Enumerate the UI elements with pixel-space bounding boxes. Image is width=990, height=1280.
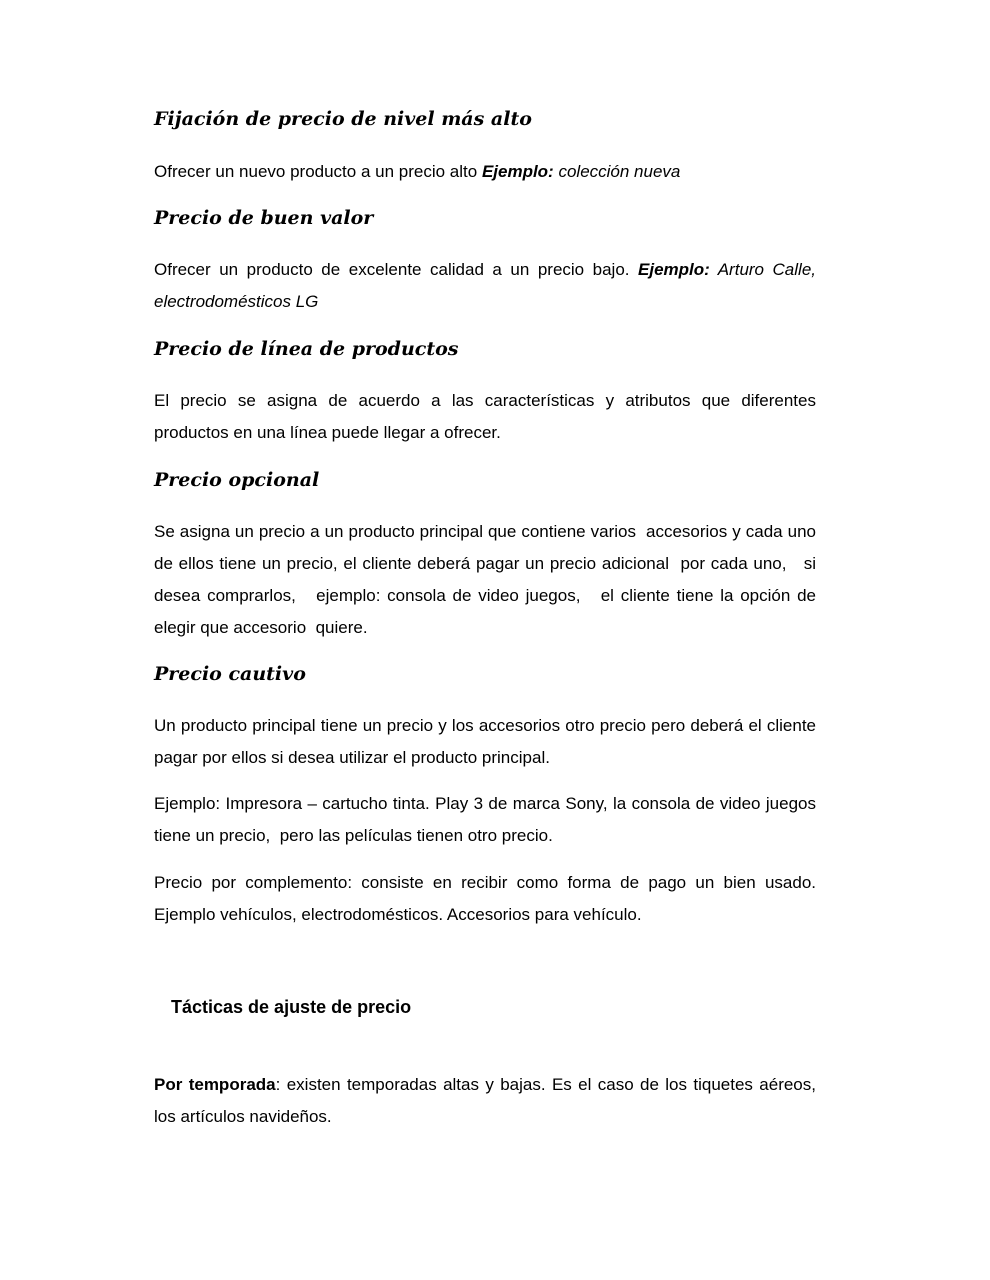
term-label: Por temporada: [154, 1075, 276, 1094]
example-text: colección nueva: [553, 162, 681, 181]
paragraph-ejemplo-impresora: Ejemplo: Impresora – cartucho tinta. Play 3 de marca Sony, la consola de video juegos tiene un precio, pero las películas tienen otro precio.: [154, 794, 821, 845]
example-label: Ejemplo:: [481, 162, 554, 181]
heading-tacticas-ajuste: Tácticas de ajuste de precio: [171, 997, 412, 1017]
paragraph-text: : existen temporadas altas y bajas. Es el caso de los tiquetes aéreos, los artículos navideños.: [154, 1075, 816, 1126]
paragraph-linea-productos: El precio se asigna de acuerdo a las características y atributos que diferentes productos en una línea puede llegar a ofrecer.: [154, 391, 816, 442]
paragraph-buen-valor: [154, 254, 816, 318]
paragraph-text: Ofrecer un nuevo producto a un precio alto: [154, 162, 482, 181]
paragraph-precio-opcional: Se asigna un precio a un producto principal que contiene varios accesorios y cada uno de ellos tiene un precio, el cliente deberá pagar un precio adicional por cada uno, si desea comprarlos, ejemplo: consola de video juegos, el cliente tiene la opción de elegir que accesorio quiere.: [154, 522, 821, 637]
example-label: Ejemplo:: [638, 260, 710, 279]
heading-fijacion-precio: Fijación de precio de nivel más alto: [154, 108, 532, 130]
paragraph-nivel-alto: [154, 156, 816, 188]
paragraph-por-temporada: [154, 1069, 816, 1133]
heading-linea-productos: Precio de línea de productos: [154, 338, 459, 360]
heading-precio-cautivo: Precio cautivo: [154, 663, 306, 685]
paragraph-precio-cautivo: Un producto principal tiene un precio y los accesorios otro precio pero deberá el cliente pagar por ellos si desea utilizar el producto principal.: [154, 716, 816, 767]
paragraph-text: Ofrecer un producto de excelente calidad a un precio bajo.: [154, 260, 639, 279]
heading-buen-valor: Precio de buen valor: [154, 207, 374, 229]
paragraph-precio-complemento: Precio por complemento: consiste en recibir como forma de pago un bien usado. Ejemplo vehículos, electrodomésticos. Accesorios para vehículo.: [154, 873, 816, 924]
heading-precio-opcional: Precio opcional: [154, 469, 320, 491]
example-text: Arturo Calle, electrodomésticos LG: [154, 260, 816, 311]
